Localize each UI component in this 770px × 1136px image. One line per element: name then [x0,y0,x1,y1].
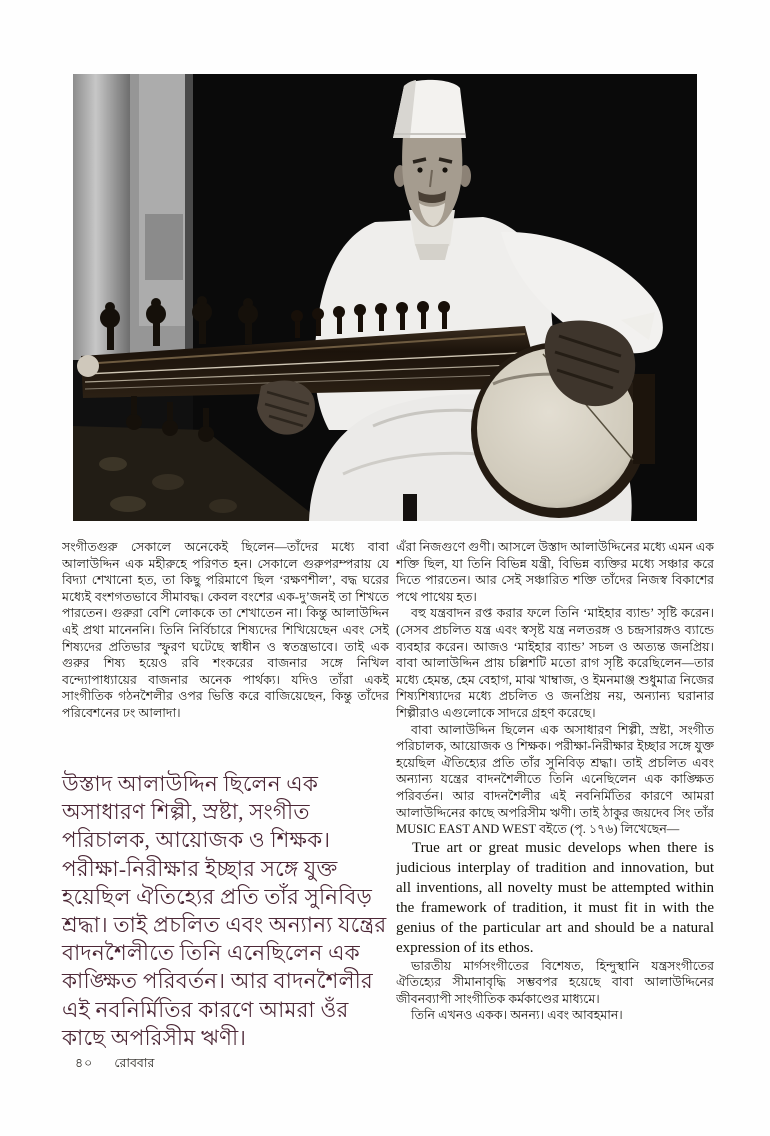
pull-quote: উস্তাদ আলাউদ্দিন ছিলেন এক অসাধারণ শিল্পী, স্রষ্টা, সংগীত পরিচালক, আয়োজক ও শিক্ষক। পরীক্ষা-নিরীক্ষার ইচ্ছার সঙ্গে যুক্ত হয়েছিল ঐতিহ্যের প্রতি তাঁর সুনিবিড় শ্রদ্ধা। তাই প্রচলিত এবং অন্যান্য যন্ত্রের বাদনশৈলীতে তিনি এনেছিলেন এক কাঙ্ক্ষিত পরিবর্তন। আর বাদনশৈলীর এই নবনির্মিতির কারণে আমরা ওঁর কাছে অপরিসীম ঋণী। [62,772,387,1050]
photo-alauddin-khan-sarod [73,74,697,521]
right-paragraph-1: এঁরা নিজগুণে গুণী। আসলে উস্তাদ আলাউদ্দিনের মধ্যে এমন এক শক্তি ছিল, যা তিনি বিভিন্ন যন্ত্রী, বিভিন্ন ব্যক্তির মধ্যে সঞ্চার করে দিতে পারতেন। আর সেই সঞ্চারিত শক্তি তাঁদের নিজস্ব বিকাশের পথে পাথেয় হত। [396,540,714,604]
right-paragraph-3: বাবা আলাউদ্দিন ছিলেন এক অসাধারণ শিল্পী, স্রষ্টা, সংগীত পরিচালক, আয়োজক ও শিক্ষক। পরীক্ষা-নিরীক্ষার ইচ্ছার সঙ্গে যুক্ত হয়েছিল ঐতিহ্যের প্রতি তাঁর সুনিবিড় শ্রদ্ধা। তাই প্রচলিত এবং অন্যান্য যন্ত্রের বাদনশৈলীতে তিনি এনেছিলেন এক কাঙ্ক্ষিত পরিবর্তন। আর বাদনশৈলীর এই নবনির্মিতির কারণে আমরা আলাউদ্দিনের কাছে অপরিসীম ঋণী। তাই ঠাকুর জয়দেব সিং তাঁর MUSIC EAST AND WEST বইতে (পৃ. ১৭৬) লিখেছেন— [396,722,714,837]
right-paragraph-2: বহু যন্ত্রবাদন রপ্ত করার ফলে তিনি ‘মাইহার ব্যান্ড’ সৃষ্টি করেন। (সেসব প্রচলিত যন্ত্র এবং স্বসৃষ্ট যন্ত্র নলতরঙ্গ ও চন্দ্রসারঙ্গও ব্যান্ডে ব্যবহার করেন। আজও ‘মাইহার ব্যান্ড’ সচল ও অত্যন্ত জনপ্রিয়। বাবা আলাউদ্দিন প্রায় চল্লিশটি মতো রাগ সৃষ্টি করেছিলেন—তার মধ্যে হেমন্ত, হেম বেহাগ, মাঝ খাম্বাজ, ও ইমনমাঞ্জ শুধুমাত্র নিজের শিষ্যশিষ্যাদের মধ্যে প্রচলিত ও জনপ্রিয় নয়, অন্যান্য ঘরানার শিল্পীরাও এগুলোকে সাদরে গ্রহণ করেছে। [396,606,714,720]
right-paragraph-5: ভারতীয় মার্গসংগীতের বিশেষত, হিন্দুস্থানি যন্ত্রসংগীতের ঐতিহ্যের সীমানাবৃদ্ধি সম্ভবপর হয়েছে বাবা আলাউদ্দিনের জীবনব্যাপী সাংগীতিক কর্মকাণ্ডের মাধ্যমে। [396,958,714,1006]
left-column [62,539,389,754]
left-column-paragraph: সংগীতগুরু সেকালে অনেকেই ছিলেন—তাঁদের মধ্যে বাবা আলাউদ্দিন এক মহীরুহে পরিণত হন। সেকালে গুরুপরম্পরায় যে বিদ্যা শেখানো হত, তা কিছু পরিমাণে ছিল ‘রক্ষণশীল’, বদ্ধ ঘরের মধ্যেই বংশগতভাবে সীমাবদ্ধ। কেবল বংশের এক-দু’জনই তা শিখতে পারতেন। গুরুরা বেশি লোককে তা শেখাতেন না। কিন্তু আলাউদ্দিন এই প্রথা মানেননি। তিনি নির্বিচারে শিষ্যদের শিখিয়েছেন এবং সেই শিষ্যদের প্রতিভার স্ফুরণ ঘটেছে স্বাধীন ও স্বতন্ত্রভাবে। তাই এক গুরুর শিষ্য হয়েও রবি শংকরের বাজনার সঙ্গে নিখিল বন্দ্যোপাধ্যায়ের বাজনার অনেক পার্থক্য। যদিও তাঁরা একই সাংগীতিক গঠনশৈলীর ওপর ভিত্তি করে বাজিয়েছেন, কিন্তু তাঁদের পরিবেশনের ঢং আলাদা। [62,540,389,720]
english-block-quote: True art or great music develops when there is judicious interplay of tradition and innovation, but all inventions, all novelty must be attempted within the framework of tradition, it must fit in with the genius of the particular art and should be a natural expression of its ethos. [396,839,714,956]
photo-cap [393,80,466,138]
right-paragraph-6: তিনি এখনও একক। অনন্য। এবং আবহমান। [411,1008,623,1023]
page-number: ৪০ [75,1056,94,1070]
right-column [396,539,714,1069]
photo-illustration [73,74,697,521]
page-footer [75,1055,154,1075]
publication-name: রোববার [114,1056,155,1070]
